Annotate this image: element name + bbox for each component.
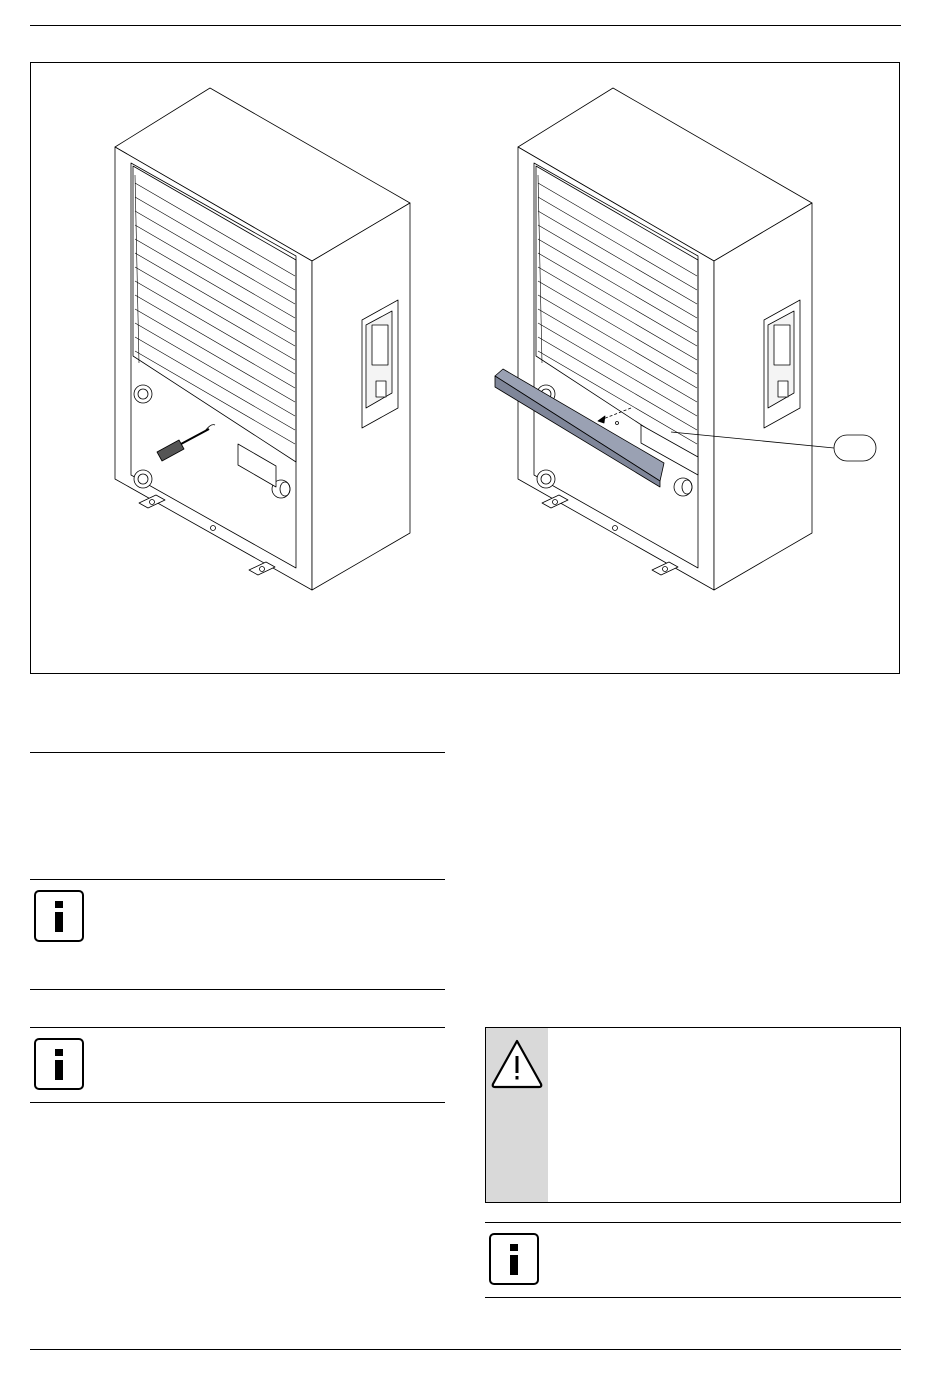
info-icon (34, 890, 84, 942)
section-rule-1 (30, 752, 445, 753)
warning-sidebar (486, 1028, 548, 1202)
info-icon (34, 1038, 84, 1090)
callout-bubble (834, 435, 876, 461)
warning-notice (485, 1027, 901, 1203)
header-rule (30, 25, 901, 26)
info-notice-top-rule-3 (485, 1222, 901, 1223)
info-notice-top-rule-1 (30, 879, 445, 880)
warning-triangle-icon (490, 1036, 544, 1092)
info-notice-bottom-rule-3 (485, 1297, 901, 1298)
heat-pump-illustration (31, 63, 901, 675)
info-icon (489, 1233, 539, 1285)
info-notice-bottom-rule-2 (30, 1102, 445, 1103)
info-notice-bottom-rule-1 (30, 989, 445, 990)
footer-rule (30, 1349, 901, 1350)
installation-figure (30, 62, 900, 674)
left-heat-pump-unit (115, 88, 410, 590)
info-notice-top-rule-2 (30, 1027, 445, 1028)
right-heat-pump-unit (495, 88, 876, 590)
